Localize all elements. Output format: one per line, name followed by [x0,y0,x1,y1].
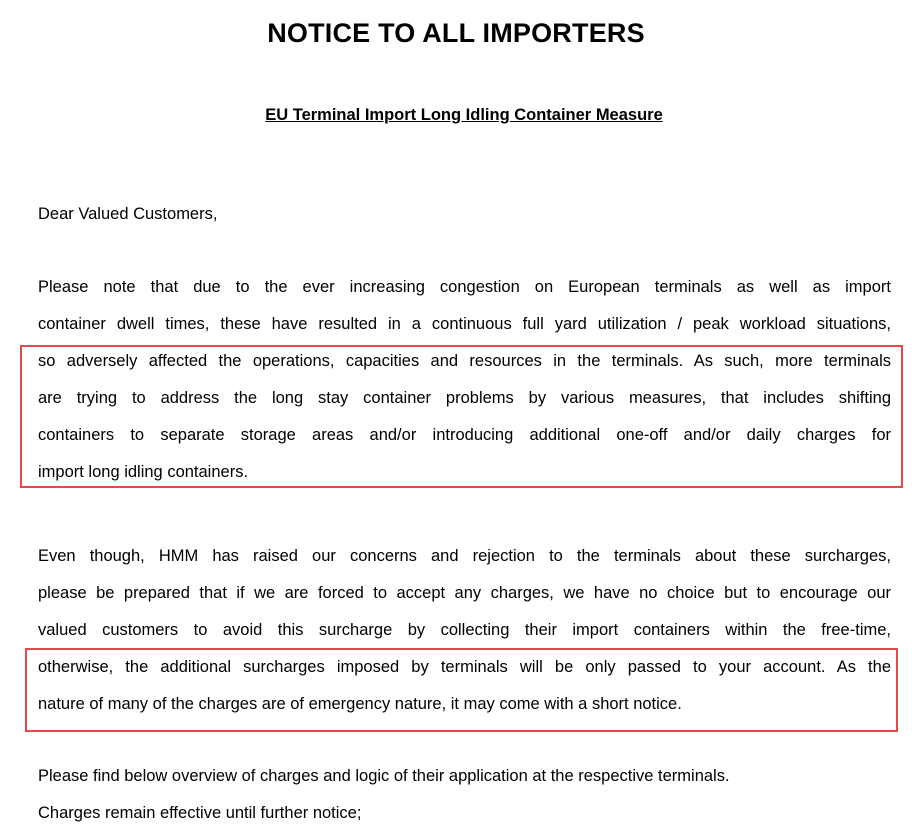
paragraph-line: Please find below overview of charges and logic of their application at the respective terminals. [38,767,730,785]
paragraph-line: Even though, HMM has raised our concerns and rejection to the terminals about these surcharges, [38,547,891,565]
paragraph-line: nature of many of the charges are of emergency nature, it may come with a short notice. [38,695,682,713]
paragraph-surcharges [38,538,891,723]
salutation [38,196,891,233]
paragraph-closing [38,758,891,832]
paragraph-line: Please note that due to the ever increasing congestion on European terminals as well as import [38,278,891,296]
document-title: NOTICE TO ALL IMPORTERS [267,18,645,48]
paragraph-line: import long idling containers. [38,463,249,481]
paragraph-line: please be prepared that if we are forced to accept any charges, we have no choice but to encourage our [38,584,891,602]
paragraph-congestion [38,269,891,491]
paragraph-line: otherwise, the additional surcharges imposed by terminals will be only passed to your account. As the [38,658,891,676]
paragraph-line: so adversely affected the operations, capacities and resources in the terminals. As such, more terminals [38,352,891,370]
paragraph-line: containers to separate storage areas and/or introducing additional one-off and/or daily charges for [38,426,891,444]
paragraph-line: are trying to address the long stay container problems by various measures, that includes shifting [38,389,891,407]
paragraph-line: valued customers to avoid this surcharge by collecting their import containers within the free-time, [38,621,891,639]
document-subtitle: EU Terminal Import Long Idling Container Measure [265,106,663,124]
paragraph-line: Charges remain effective until further notice; [38,804,362,822]
paragraph-line: container dwell times, these have resulted in a continuous full yard utilization / peak workload situations, [38,315,891,333]
salutation-line: Dear Valued Customers, [38,205,218,223]
